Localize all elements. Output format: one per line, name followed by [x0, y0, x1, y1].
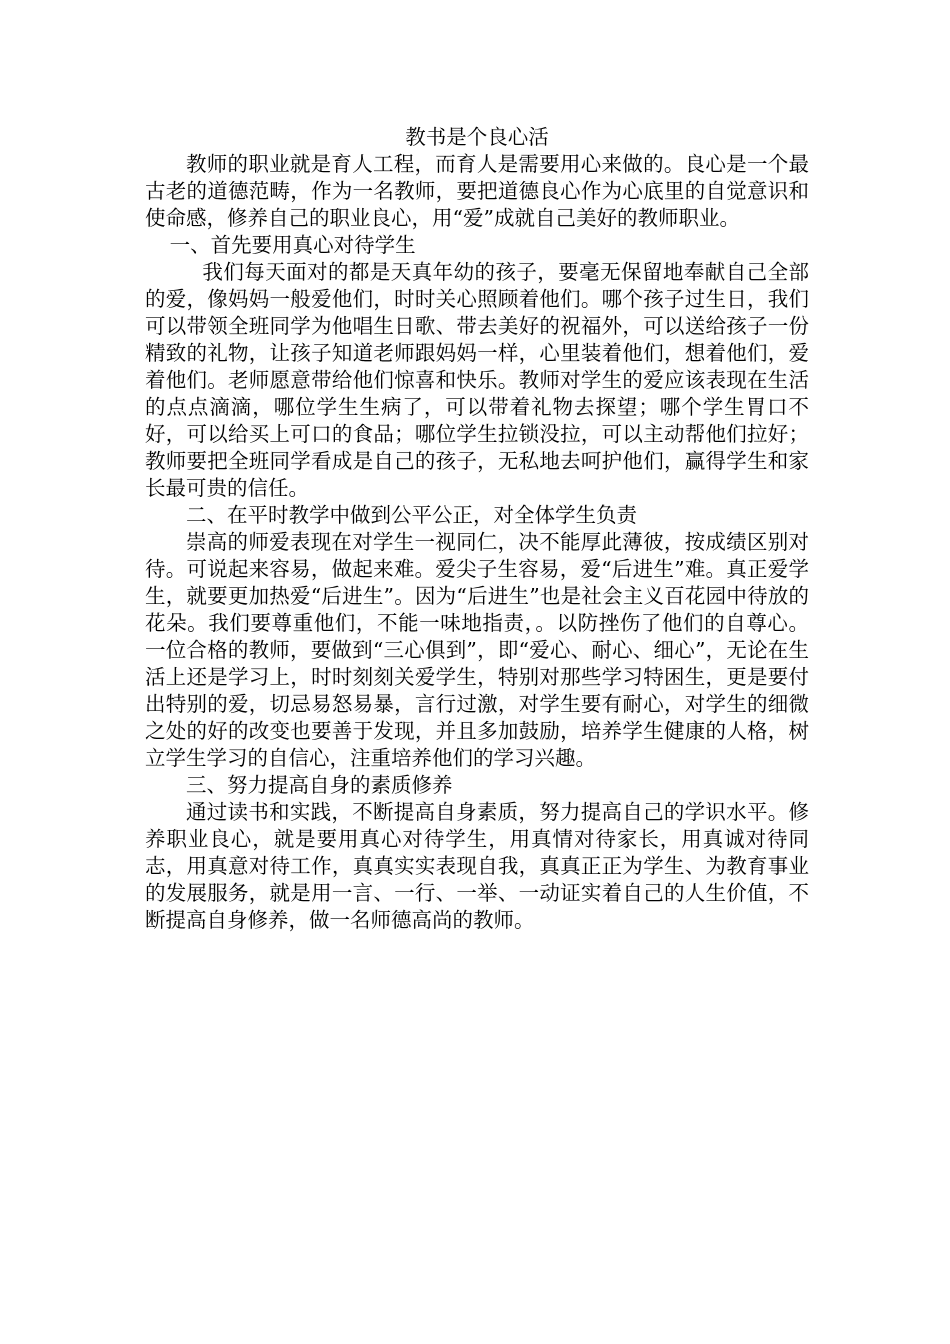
intro-paragraph: 教师的职业就是育人工程，而育人是需要用心来做的。良心是一个最古老的道德范畴，作为一名教师，要把道德良心作为心底里的自觉意识和使命感，修养自己的职业良心，用“爱”成就自己美好的教师职业。	[145, 152, 809, 230]
section-heading-1: 一、首先要用真心对待学生	[169, 233, 416, 257]
document-title: 教书是个良心活	[405, 125, 549, 149]
section-body-1: 我们每天面对的都是天真年幼的孩子，要毫无保留地奉献自己全部的爱，像妈妈一般爱他们，时时关心照顾着他们。哪个孩子过生日，我们可以带领全班同学为他唱生日歌、带去美好的祝福外，可以送给孩子一份精致的礼物，让孩子知道老师跟妈妈一样，心里装着他们，想着他们，爱着他们。老师愿意带给他们惊喜和快乐。教师对学生的爱应该表现在生活的点点滴滴，哪位学生生病了，可以带着礼物去探望；哪个学生胃口不好，可以给买上可口的食品；哪位学生拉锁没拉，可以主动帮他们拉好；教师要把全班同学看成是自己的孩子，无私地去呵护他们，赢得学生和家长最可贵的信任。	[145, 260, 809, 500]
section-heading-3: 三、努力提高自身的素质修养	[186, 773, 453, 797]
section-body-2: 崇高的师爱表现在对学生一视同仁，决不能厚此薄彼，按成绩区别对待。可说起来容易，做起来难。爱尖子生容易，爱“后进生”难。真正爱学生，就要更加热爱“后进生”。因为“后进生”也是社会主义百花园中待放的花朵。我们要尊重他们，不能一味地指责，。以防挫伤了他们的自尊心。一位合格的教师，要做到“三心俱到”，即“爱心、耐心、细心”，无论在生活上还是学习上，时时刻刻关爱学生，特别对那些学习特困生，更是要付出特别的爱，切忌易怒易暴，言行过激，对学生要有耐心，对学生的细微之处的好的改变也要善于发现，并且多加鼓励，培养学生健康的人格，树立学生学习的自信心，注重培养他们的学习兴趣。	[145, 530, 809, 770]
section-heading-2: 二、在平时教学中做到公平公正，对全体学生负责	[186, 503, 637, 527]
section-body-3: 通过读书和实践，不断提高自身素质，努力提高自己的学识水平。修养职业良心，就是要用真心对待学生，用真情对待家长，用真诚对待同志，用真意对待工作，真真实实表现自我，真真正正为学生、为教育事业的发展服务，就是用一言、一行、一举、一动证实着自己的人生价值，不断提高自身修养，做一名师德高尚的教师。	[145, 800, 809, 932]
document-body	[145, 124, 809, 934]
